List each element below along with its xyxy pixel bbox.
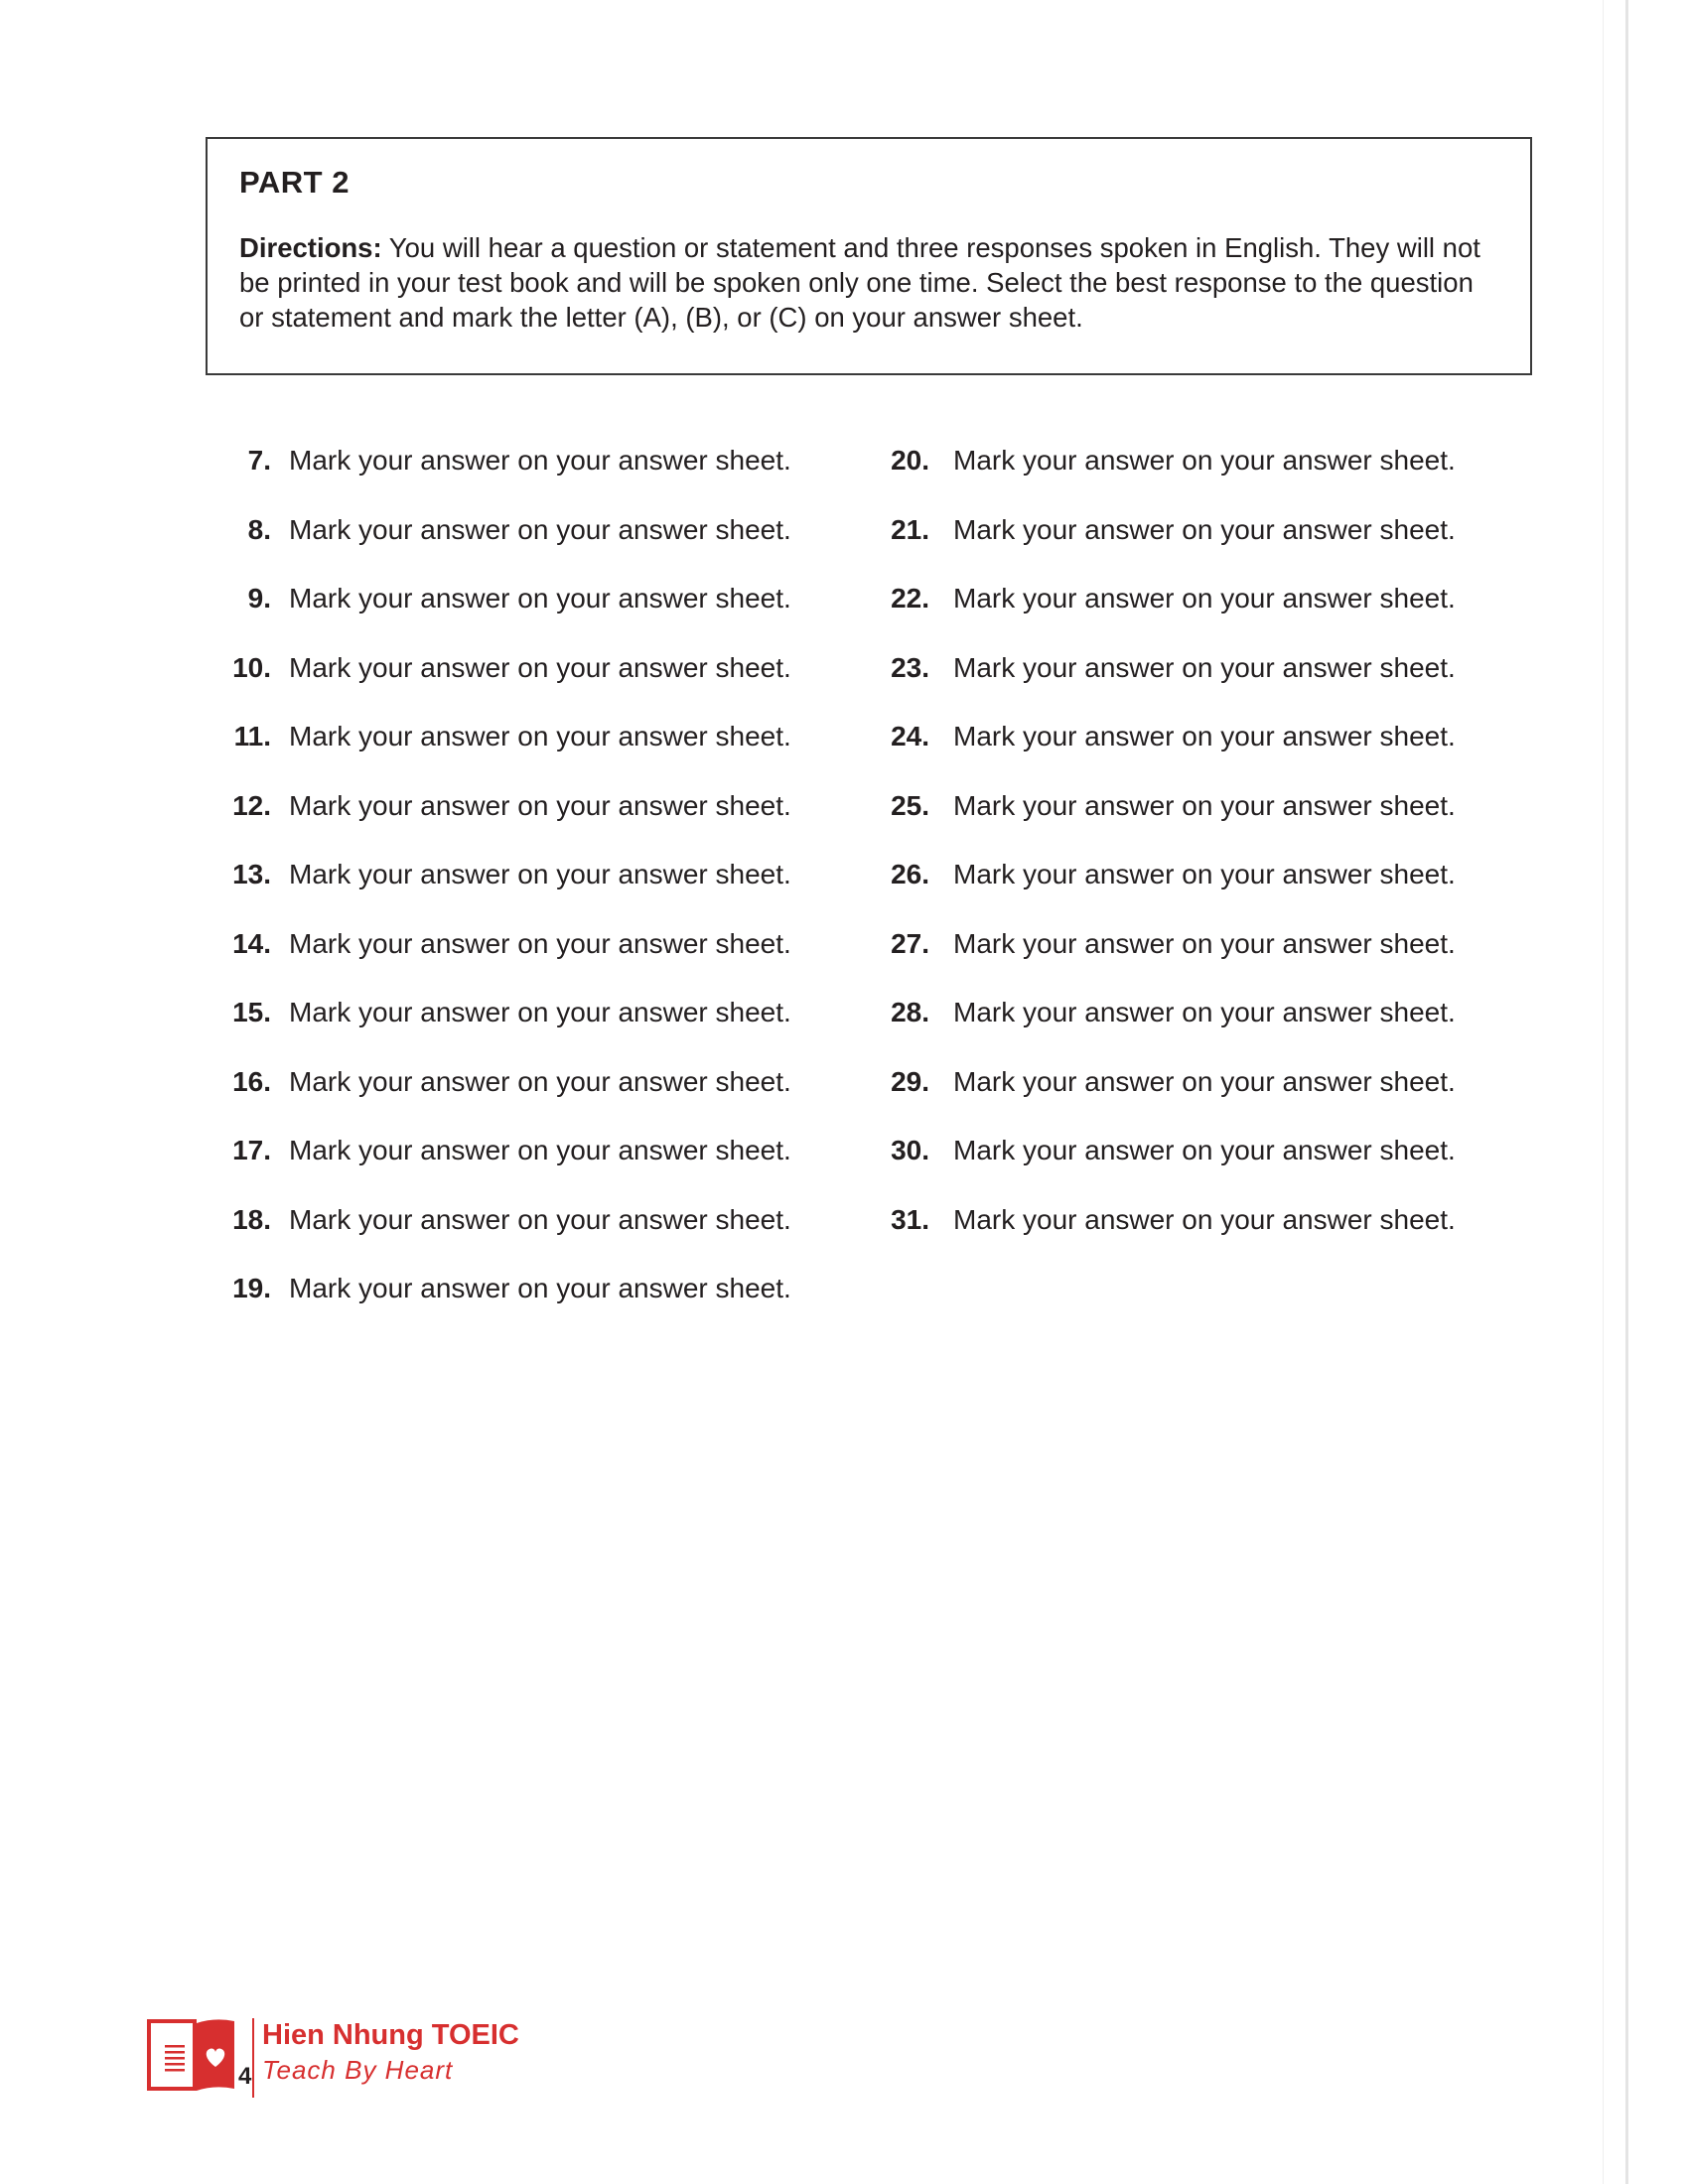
question-number: 21. [891, 513, 929, 545]
question-number: 17. [232, 1135, 271, 1165]
directions-text: You will hear a question or statement and three responses spoken in English. They will not be printed in your test book and will be spoken only one time. Select the best response to the question or statement and mark the letter (A), (B), or (C) on your answer sheet. [239, 232, 1480, 333]
question-text: Mark your answer on your answer sheet. [289, 445, 791, 476]
question-number: 19. [232, 1273, 271, 1303]
question-item [213, 583, 791, 652]
question-number: 29. [891, 1065, 929, 1097]
question-item [213, 721, 791, 790]
question-text: Mark your answer on your answer sheet. [289, 997, 791, 1027]
question-number: 10. [232, 651, 271, 683]
question-number: 27. [891, 927, 929, 959]
brand-tagline: Teach By Heart [262, 2055, 454, 2085]
footer-brand [145, 2015, 602, 2095]
question-number: 18. [232, 1203, 271, 1235]
question-text: Mark your answer on your answer sheet. [289, 651, 791, 683]
question-list-left [213, 445, 791, 1342]
question-item [213, 514, 791, 584]
question-text: Mark your answer on your answer sheet. [289, 721, 791, 751]
question-number: 12. [232, 789, 271, 821]
question-text: Mark your answer on your answer sheet. [953, 513, 1456, 545]
question-number: 30. [891, 1135, 929, 1165]
question-text: Mark your answer on your answer sheet. [289, 583, 791, 614]
question-text: Mark your answer on your answer sheet. [953, 651, 1456, 683]
question-item [213, 652, 791, 722]
question-number: 7. [247, 445, 271, 476]
question-text: Mark your answer on your answer sheet. [953, 1135, 1456, 1165]
directions-label: Directions: [239, 232, 382, 263]
question-item [881, 1066, 1456, 1136]
part-title: PART 2 [239, 165, 350, 200]
question-text: Mark your answer on your answer sheet. [953, 583, 1456, 614]
question-text: Mark your answer on your answer sheet. [953, 445, 1456, 476]
question-number: 26. [891, 859, 929, 889]
question-text: Mark your answer on your answer sheet. [953, 997, 1456, 1027]
question-text: Mark your answer on your answer sheet. [953, 721, 1456, 751]
question-item [213, 790, 791, 860]
question-item [881, 1204, 1456, 1274]
question-number: 9. [247, 583, 271, 614]
question-number: 14. [232, 927, 271, 959]
question-item [881, 721, 1456, 790]
brand-divider [252, 2018, 254, 2098]
question-item [213, 445, 791, 514]
question-text: Mark your answer on your answer sheet. [289, 1135, 791, 1165]
question-text: Mark your answer on your answer sheet. [953, 859, 1456, 889]
question-text: Mark your answer on your answer sheet. [289, 927, 791, 959]
book-heart-icon [145, 2015, 250, 2095]
question-number: 8. [247, 513, 271, 545]
question-item [881, 583, 1456, 652]
question-number: 16. [232, 1065, 271, 1097]
question-item [881, 445, 1456, 514]
question-number: 24. [891, 721, 929, 751]
question-number: 25. [891, 789, 929, 821]
question-number: 15. [232, 997, 271, 1027]
question-number: 31. [891, 1203, 929, 1235]
question-number: 22. [891, 583, 929, 614]
question-item [213, 1204, 791, 1274]
question-number: 13. [232, 859, 271, 889]
question-list-right [881, 445, 1456, 1273]
question-item [213, 928, 791, 998]
page-number: 4 [238, 2063, 252, 2090]
question-item [213, 997, 791, 1066]
question-number: 23. [891, 651, 929, 683]
question-text: Mark your answer on your answer sheet. [953, 1065, 1456, 1097]
question-text: Mark your answer on your answer sheet. [289, 1065, 791, 1097]
question-text: Mark your answer on your answer sheet. [953, 789, 1456, 821]
question-item [881, 928, 1456, 998]
brand-name: Hien Nhung TOEIC [262, 2019, 519, 2051]
question-item [213, 1273, 791, 1342]
directions-paragraph [239, 230, 1500, 335]
question-item [881, 1135, 1456, 1204]
scan-edge-faint [1603, 0, 1604, 2184]
question-number: 20. [891, 445, 929, 476]
question-item [881, 790, 1456, 860]
scan-edge [1625, 0, 1628, 2184]
question-item [213, 1066, 791, 1136]
question-item [213, 1135, 791, 1204]
question-item [881, 652, 1456, 722]
question-text: Mark your answer on your answer sheet. [289, 1273, 791, 1303]
question-item [213, 859, 791, 928]
directions-box [206, 137, 1532, 375]
question-item [881, 514, 1456, 584]
question-number: 11. [233, 721, 271, 751]
question-text: Mark your answer on your answer sheet. [289, 859, 791, 889]
question-number: 28. [891, 997, 929, 1027]
question-text: Mark your answer on your answer sheet. [289, 513, 791, 545]
question-item [881, 859, 1456, 928]
question-text: Mark your answer on your answer sheet. [289, 1203, 791, 1235]
question-text: Mark your answer on your answer sheet. [289, 789, 791, 821]
question-text: Mark your answer on your answer sheet. [953, 927, 1456, 959]
question-text: Mark your answer on your answer sheet. [953, 1203, 1456, 1235]
question-item [881, 997, 1456, 1066]
